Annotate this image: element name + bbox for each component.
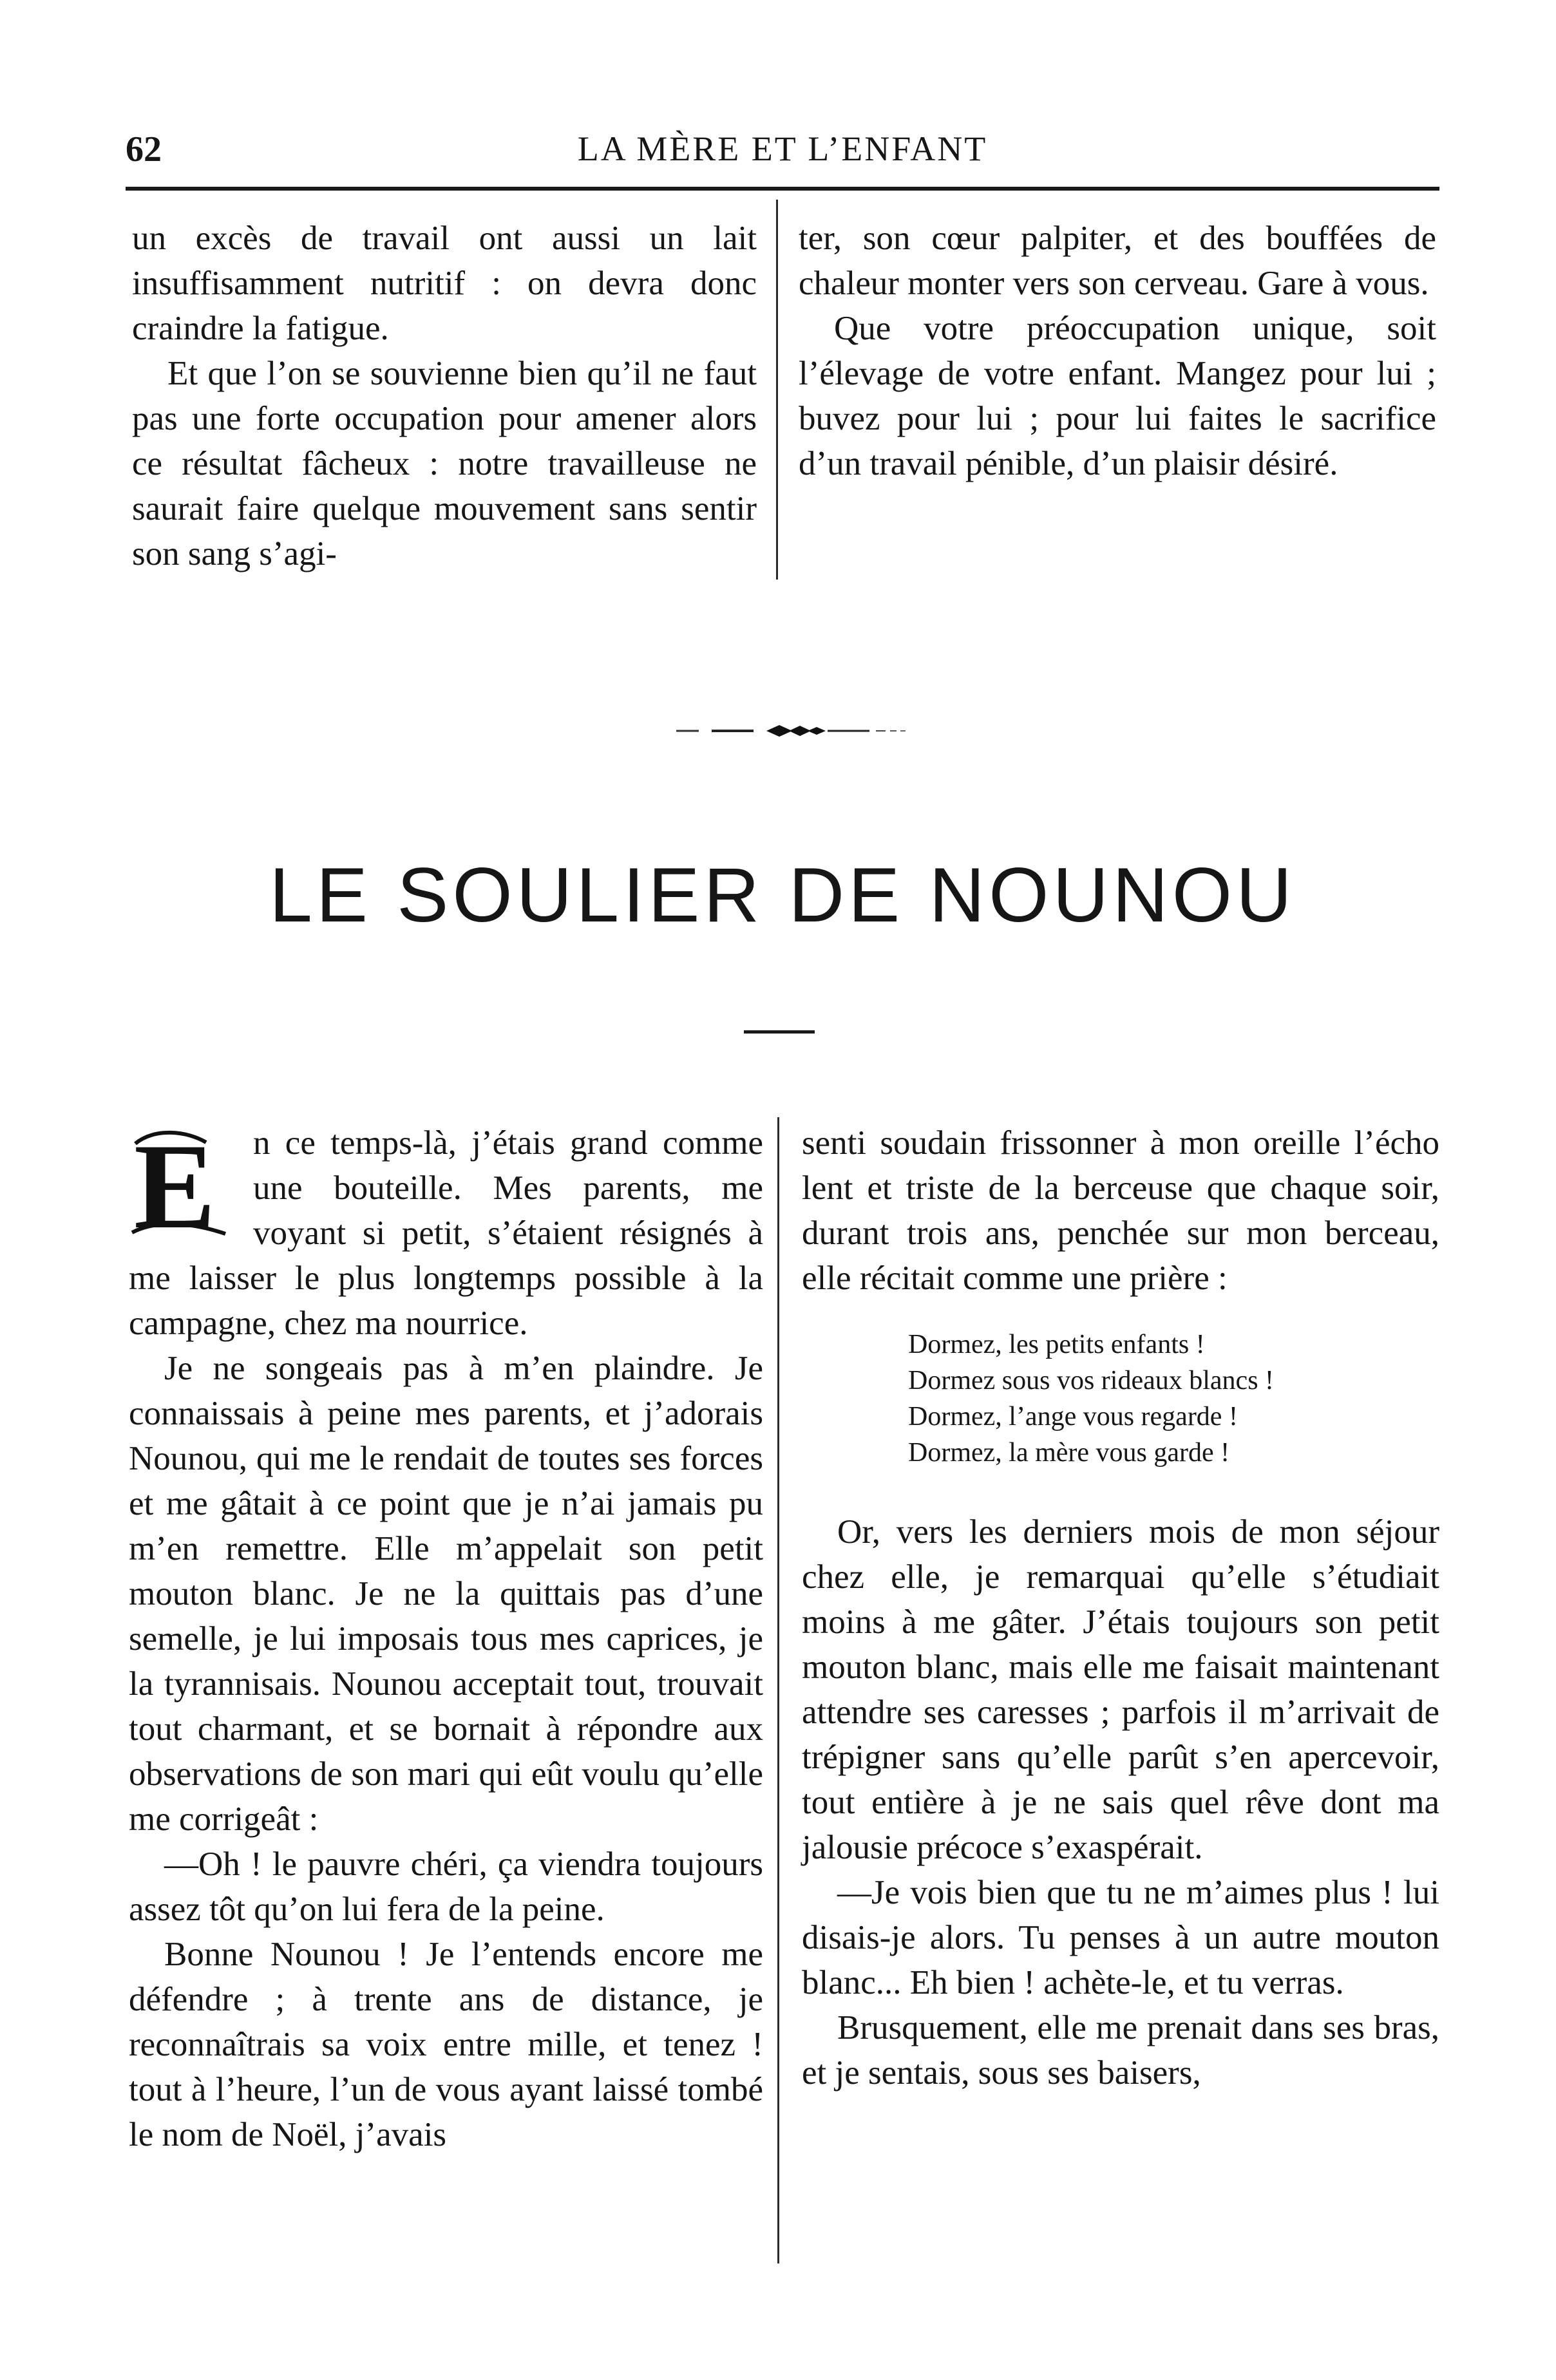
- dialogue-paragraph: —Oh ! le pauvre chéri, ça viendra toujours assez tôt qu’on lui fera de la peine.: [129, 1846, 763, 1928]
- paragraph: Et que l’on se souvienne bien qu’il ne faut pas une forte occupation pour amener alors ce résultat fâcheux : notre travailleuse ne saurait faire quelque mouvement sans sentir son sang s’agi-: [132, 355, 757, 572]
- header-rule: [126, 187, 1439, 191]
- story-left-column: [129, 1120, 763, 2157]
- paragraph: Or, vers les derniers mois de mon séjour chez elle, je remarquai qu’elle s’étudiait moins à me gâter. J’étais toujours son petit mouton blanc, mais elle me faisait maintenant attendre ses caresses ; parfois il m’arrivait de trépigner sans qu’elle parût s’en apercevoir, tout entière à je ne sais quel rêve dont ma jalousie précoce s’exaspérait.: [802, 1513, 1439, 1866]
- opening-text: n ce temps-là, j’étais grand comme une bouteille. Mes parents, me voyant si petit, s’étaient résignés à me laisser le plus longtemps possible à la campagne, chez ma nourrice.: [129, 1124, 763, 1342]
- svg-text:E: E: [134, 1124, 216, 1240]
- running-header: [126, 129, 1439, 174]
- story-title: LE SOULIER DE NOUNOU: [269, 852, 1296, 938]
- column-divider: [776, 200, 778, 580]
- page-number: 62: [126, 129, 162, 169]
- verse-line: Dormez sous vos rideaux blancs !: [908, 1366, 1275, 1395]
- verse-line: Dormez, les petits enfants !: [908, 1330, 1205, 1359]
- verse-line: Dormez, l’ange vous regarde !: [908, 1402, 1238, 1431]
- paragraph: Brusquement, elle me prenait dans ses bras, et je sentais, sous ses baisers,: [802, 2009, 1439, 2092]
- drop-cap-letter: [129, 1124, 242, 1240]
- opening-paragraph: [129, 1120, 763, 1346]
- verse-line: Dormez, la mère vous garde !: [908, 1438, 1230, 1468]
- section-ornament: [663, 721, 921, 741]
- story-right-column: [802, 1120, 1439, 2095]
- paragraph: ter, son cœur palpiter, et des bouffées de chaleur monter vers son cerveau. Gare à vous.: [799, 220, 1436, 302]
- paragraph: Que votre préoccupation unique, soit l’élevage de votre enfant. Mangez pour lui ; buvez pour lui ; pour lui faites le sacrifice d’un travail pénible, d’un plaisir désiré.: [799, 310, 1436, 482]
- running-title: LA MÈRE ET L’ENFANT: [577, 129, 988, 168]
- paragraph: senti soudain frissonner à mon oreille l’écho lent et triste de la berceuse que chaque soir, durant trois ans, penchée sur mon berceau, elle récitait comme une prière :: [802, 1124, 1439, 1297]
- top-right-column: [799, 216, 1436, 486]
- paragraph: Je ne songeais pas à m’en plaindre. Je connaissais à peine mes parents, et j’adorais Nounou, qui me le rendait de toutes ses forces et me gâtait à ce point que je n’ai jamais pu m’en remettre. Elle m’appelait son petit mouton blanc. Je ne la quittais pas d’une semelle, je lui imposais tous mes caprices, je la tyrannisais. Nounou acceptait tout, trouvait tout charmant, et se bornait à répondre aux observations de son mari qui eût voulu qu’elle me corrigeât :: [129, 1350, 763, 1838]
- title-rule: [744, 1030, 815, 1034]
- lullaby-verse: [908, 1327, 1439, 1471]
- top-left-column: [132, 216, 757, 576]
- dialogue-paragraph: —Je vois bien que tu ne m’aimes plus ! lui disais-je alors. Tu penses à un autre mouton blanc... Eh bien ! achète-le, et tu verras.: [802, 1874, 1439, 2001]
- paragraph: un excès de travail ont aussi un lait insuffisamment nutritif : on devra donc craindre la fatigue.: [132, 220, 757, 347]
- paragraph: Bonne Nounou ! Je l’entends encore me défendre ; à trente ans de distance, je reconnaîtrais sa voix entre mille, et tenez ! tout à l’heure, l’un de vous ayant laissé tombé le nom de Noël, j’avais: [129, 1936, 763, 2153]
- column-divider: [777, 1117, 779, 2263]
